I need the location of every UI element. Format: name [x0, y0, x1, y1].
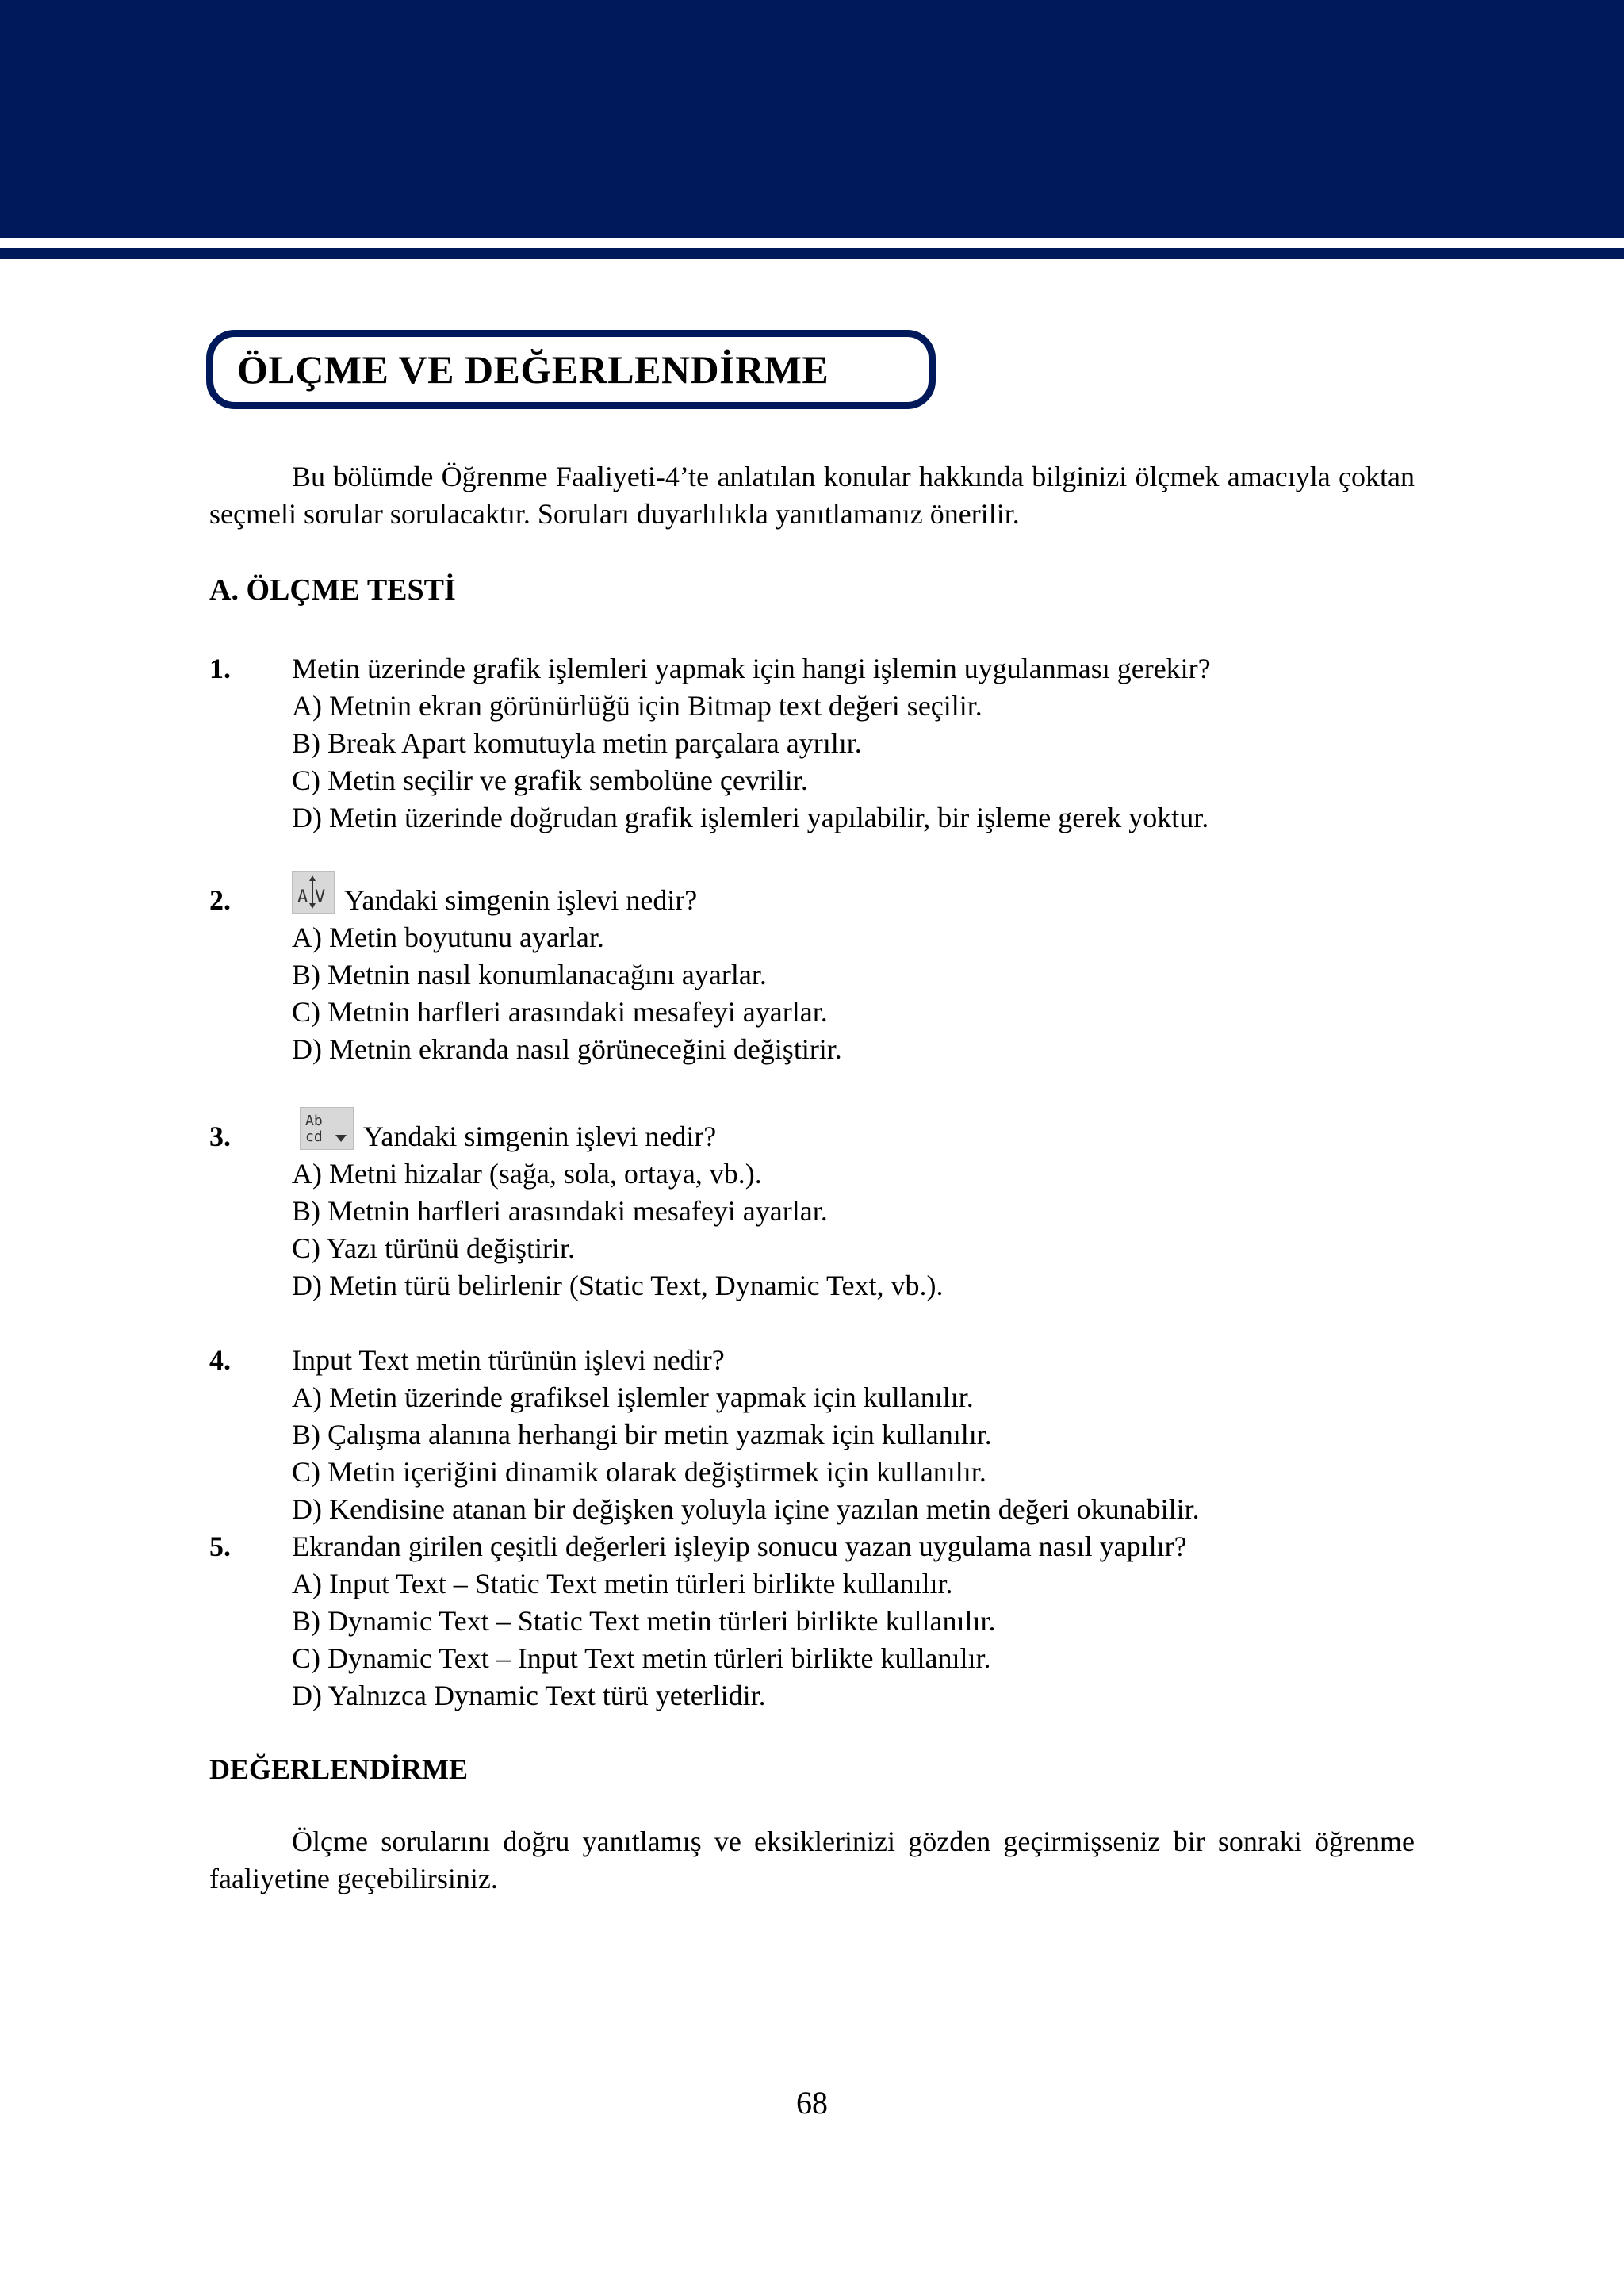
- option-c: C) Dynamic Text – Input Text metin türleri birlikte kullanılır.: [292, 1642, 991, 1674]
- option-row: [209, 994, 1446, 1031]
- question-4: [209, 1342, 1446, 1528]
- option-b: B) Metnin nasıl konumlanacağını ayarlar.: [292, 959, 767, 990]
- option-row: [209, 1565, 1446, 1603]
- text-type-dropdown-icon: [300, 1107, 354, 1150]
- option-row: [209, 1416, 1446, 1454]
- option-row: [209, 688, 1446, 725]
- question-row: [209, 1528, 1446, 1565]
- question-text: Ekrandan girilen çeşitli değerleri işleyip sonucu yazan uygulama nasıl yapılır?: [292, 1531, 1187, 1562]
- question-number: 5.: [209, 1531, 231, 1562]
- page-title: ÖLÇME VE DEĞERLENDİRME: [237, 347, 829, 392]
- question-3: [209, 1113, 1446, 1304]
- page-number: 68: [796, 2085, 828, 2121]
- option-row: [209, 1155, 1446, 1193]
- option-row: [209, 1454, 1446, 1491]
- evaluation-text: Ölçme sorularını doğru yanıtlamış ve eksiklerinizi gözden geçirmişseniz bir sonraki öğrenme faaliyetine geçebilirsiniz.: [209, 1826, 1415, 1894]
- option-d: D) Kendisine atanan bir değişken yoluyla içine yazılan metin değeri okunabilir.: [292, 1493, 1200, 1525]
- option-d: D) Metin üzerinde doğrudan grafik işlemleri yapılabilir, bir işleme gerek yoktur.: [292, 802, 1209, 833]
- option-d: D) Metnin ekranda nasıl görüneceğini değiştirir.: [292, 1033, 842, 1065]
- option-b: B) Dynamic Text – Static Text metin türleri birlikte kullanılır.: [292, 1605, 996, 1637]
- question-text: Input Text metin türünün işlevi nedir?: [292, 1344, 725, 1376]
- option-row: [209, 1267, 1446, 1304]
- option-d: D) Yalnızca Dynamic Text türü yeterlidir.: [292, 1680, 766, 1711]
- svg-text:Ab: Ab: [305, 1113, 323, 1129]
- svg-text:cd: cd: [305, 1128, 323, 1145]
- option-b: B) Çalışma alanına herhangi bir metin yazmak için kullanılır.: [292, 1419, 992, 1450]
- svg-text:A: A: [297, 887, 308, 907]
- text-type-dropdown-icon-graphic: [301, 1108, 353, 1149]
- option-b: B) Break Apart komutuyla metin parçalara ayrılır.: [292, 727, 862, 759]
- option-row: [209, 1603, 1446, 1640]
- option-c: C) Metnin harfleri arasındaki mesafeyi ayarlar.: [292, 996, 828, 1028]
- option-a: A) Metin üzerinde grafiksel işlemler yapmak için kullanılır.: [292, 1381, 974, 1413]
- option-row: [209, 1193, 1446, 1230]
- option-a: A) Input Text – Static Text metin türleri birlikte kullanılır.: [292, 1568, 953, 1599]
- header-stripe: [0, 248, 1624, 259]
- character-spacing-icon-graphic: [293, 872, 333, 912]
- question-text: Yandaki simgenin işlevi nedir?: [363, 1121, 717, 1152]
- option-a: A) Metni hizalar (sağa, sola, ortaya, vb.).: [292, 1158, 762, 1190]
- evaluation-heading: DEĞERLENDİRME: [209, 1753, 469, 1785]
- option-a: A) Metnin ekran görünürlüğü için Bitmap text değeri seçilir.: [292, 690, 982, 722]
- option-row: [209, 919, 1446, 956]
- option-row: [209, 1640, 1446, 1677]
- svg-text:V: V: [315, 887, 326, 907]
- option-row: [209, 1031, 1446, 1068]
- intro-paragraph: [209, 458, 1415, 533]
- option-row: [209, 1230, 1446, 1267]
- option-row: [209, 1379, 1446, 1416]
- question-row: [209, 650, 1446, 688]
- option-c: C) Metin seçilir ve grafik sembolüne çevrilir.: [292, 764, 808, 796]
- option-row: [209, 1491, 1446, 1528]
- option-c: C) Yazı türünü değiştirir.: [292, 1232, 575, 1264]
- question-number: 1.: [209, 653, 231, 684]
- option-row: [209, 725, 1446, 762]
- option-row: [209, 762, 1446, 799]
- option-a: A) Metin boyutunu ayarlar.: [292, 921, 604, 953]
- section-a-heading: A. ÖLÇME TESTİ: [209, 573, 456, 607]
- intro-text: Bu bölümde Öğrenme Faaliyeti-4’te anlatılan konular hakkında bilginizi ölçmek amacıyla çoktan seçmeli sorular sorulacaktır. Soruları duyarlılıkla yanıtlamanız önerilir.: [209, 461, 1415, 530]
- question-5: [209, 1528, 1446, 1714]
- option-b: B) Metnin harfleri arasındaki mesafeyi ayarlar.: [292, 1195, 828, 1227]
- question-row: [209, 882, 1446, 919]
- question-number: 2.: [209, 884, 231, 916]
- question-row: [209, 1342, 1446, 1379]
- question-number: 4.: [209, 1344, 231, 1376]
- option-d: D) Metin türü belirlenir (Static Text, Dynamic Text, vb.).: [292, 1270, 944, 1301]
- header-band: [0, 0, 1624, 238]
- option-row: [209, 1677, 1446, 1714]
- option-c: C) Metin içeriğini dinamik olarak değiştirmek için kullanılır.: [292, 1456, 986, 1488]
- question-2: [209, 882, 1446, 1068]
- character-spacing-icon: [292, 871, 335, 914]
- option-row: [209, 956, 1446, 994]
- title-box: [206, 330, 936, 409]
- question-row: [209, 1113, 1446, 1155]
- question-number: 3.: [209, 1121, 231, 1152]
- question-text: Yandaki simgenin işlevi nedir?: [344, 884, 698, 916]
- option-row: [209, 799, 1446, 837]
- evaluation-paragraph: [209, 1823, 1415, 1898]
- question-text: Metin üzerinde grafik işlemleri yapmak için hangi işlemin uygulanması gerekir?: [292, 653, 1211, 684]
- question-1: [209, 650, 1446, 837]
